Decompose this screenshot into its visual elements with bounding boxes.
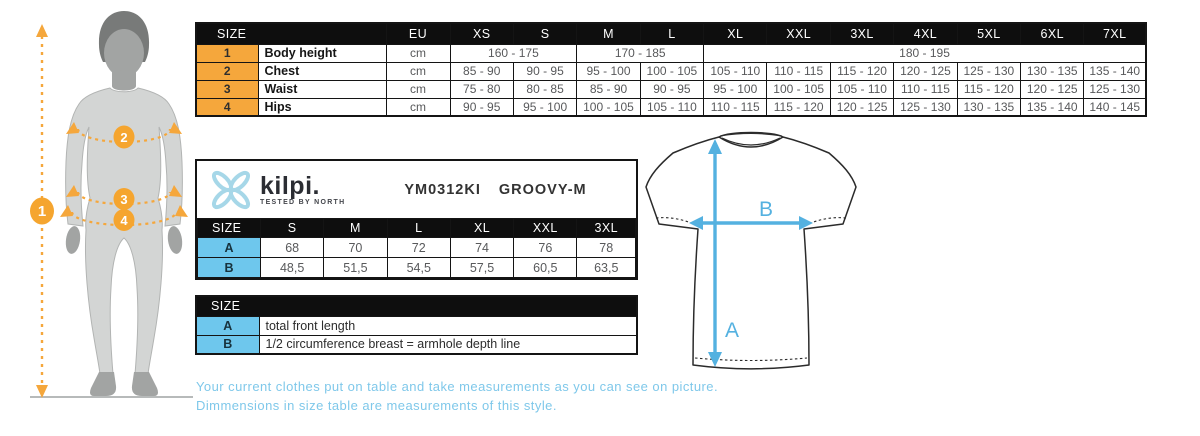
cell-value: 60,5	[514, 258, 577, 278]
cell-value: 72	[387, 238, 450, 258]
size-header: SIZE	[196, 23, 386, 44]
row-unit: cm	[386, 62, 450, 80]
row-unit: cm	[386, 80, 450, 98]
figure-right-hand	[166, 225, 184, 255]
brand-name: kilpi.	[260, 171, 320, 200]
style-name: GROOVY-M	[498, 181, 587, 198]
legend-row-b	[196, 335, 637, 354]
figure-left-foot	[90, 372, 116, 396]
col-xl: XL	[450, 219, 513, 238]
body-measurements-table	[195, 22, 1147, 117]
size-header: SIZE	[198, 219, 261, 238]
row-number: 4	[196, 98, 258, 116]
arrow-down-icon	[36, 385, 48, 398]
cell-value: 76	[514, 238, 577, 258]
cell-value: 115 - 120	[957, 80, 1020, 98]
row-label: Waist	[258, 80, 386, 98]
style-code: YM0312KI	[404, 181, 481, 198]
product-row-b	[198, 258, 636, 278]
col-m: M	[324, 219, 387, 238]
col-xxl: XXL	[767, 23, 830, 44]
cell-value: 115 - 120	[830, 62, 893, 80]
cell-value: 48,5	[261, 258, 324, 278]
note-line-2: Dimmensions in size table are measurements of this style.	[196, 398, 557, 413]
table-row-hips	[196, 98, 1146, 116]
cell-value: 125 - 130	[894, 98, 957, 116]
row-number: 2	[196, 62, 258, 80]
col-3xl: 3XL	[577, 219, 636, 238]
product-header-row	[198, 219, 636, 238]
row-key: A	[196, 316, 259, 335]
brand-tagline: TESTED BY NORTH	[260, 198, 346, 206]
cell-value: 85 - 90	[577, 80, 640, 98]
cell-value: 110 - 115	[704, 98, 767, 116]
cell-value: 54,5	[387, 258, 450, 278]
cell-value: 130 - 135	[1021, 62, 1084, 80]
tshirt-measurement-diagram	[643, 127, 873, 379]
row-number: 3	[196, 80, 258, 98]
row-label: Chest	[258, 62, 386, 80]
cell-value: 140 - 145	[1084, 98, 1146, 116]
body-figure-illustration	[0, 0, 195, 436]
col-xl: XL	[704, 23, 767, 44]
product-row-a	[198, 238, 636, 258]
cell-value: 95 - 100	[513, 98, 576, 116]
brand-block	[197, 168, 355, 212]
col-7xl: 7XL	[1084, 23, 1146, 44]
cell-value: 180 - 195	[704, 44, 1146, 62]
legend-row-a	[196, 316, 637, 335]
cell-value: 90 - 95	[513, 62, 576, 80]
cell-value: 80 - 85	[513, 80, 576, 98]
svg-text:2: 2	[120, 130, 128, 145]
col-6xl: 6XL	[1021, 23, 1084, 44]
marker-4	[114, 209, 135, 231]
cell-value: 63,5	[577, 258, 636, 278]
row-number: 1	[196, 44, 258, 62]
cell-value: 78	[577, 238, 636, 258]
cell-value: 75 - 80	[450, 80, 513, 98]
brand-text	[260, 171, 346, 206]
row-label: Body height	[258, 44, 386, 62]
col-l: L	[640, 23, 703, 44]
cell-value: 125 - 130	[1084, 80, 1146, 98]
cell-value: 51,5	[324, 258, 387, 278]
cell-value: 57,5	[450, 258, 513, 278]
cell-value: 95 - 100	[577, 62, 640, 80]
cell-value: 110 - 115	[767, 62, 830, 80]
cell-value: 68	[261, 238, 324, 258]
cell-value: 170 - 185	[577, 44, 704, 62]
cell-value: 120 - 125	[1021, 80, 1084, 98]
figure-right-foot	[132, 372, 158, 396]
table-header-row	[196, 23, 1146, 44]
label-b: B	[759, 198, 774, 221]
cell-value: 100 - 105	[767, 80, 830, 98]
cell-value: 135 - 140	[1084, 62, 1146, 80]
cell-value: 120 - 125	[830, 98, 893, 116]
cell-value: 125 - 130	[957, 62, 1020, 80]
cell-value: 105 - 110	[830, 80, 893, 98]
cell-value: 85 - 90	[450, 62, 513, 80]
col-5xl: 5XL	[957, 23, 1020, 44]
marker-2	[114, 126, 135, 149]
cell-value: 74	[450, 238, 513, 258]
svg-text:3: 3	[120, 192, 128, 207]
note-line-1: Your current clothes put on table and take measurements as you can see on picture.	[196, 379, 719, 394]
legend-description: 1/2 circumference breast = armhole depth line	[259, 335, 637, 354]
marker-3	[114, 188, 135, 210]
cell-value: 105 - 110	[704, 62, 767, 80]
label-a: A	[725, 319, 740, 342]
size-header: SIZE	[196, 296, 637, 316]
col-s: S	[261, 219, 324, 238]
svg-text:1: 1	[37, 203, 47, 220]
cell-value: 90 - 95	[640, 80, 703, 98]
cell-value: 120 - 125	[894, 62, 957, 80]
row-key: B	[198, 258, 261, 278]
cell-value: 130 - 135	[957, 98, 1020, 116]
cell-value: 70	[324, 238, 387, 258]
legend-header-row	[196, 296, 637, 316]
measurement-note	[196, 377, 718, 415]
cell-value: 100 - 105	[640, 62, 703, 80]
tshirt-outline	[646, 133, 856, 369]
cell-value: 135 - 140	[1021, 98, 1084, 116]
table-row-chest	[196, 62, 1146, 80]
col-3xl: 3XL	[830, 23, 893, 44]
cell-value: 160 - 175	[450, 44, 577, 62]
row-label: Hips	[258, 98, 386, 116]
figure-face	[104, 29, 144, 77]
arrow-up-icon	[36, 24, 48, 37]
marker-1	[30, 198, 54, 225]
measurement-legend-table	[195, 295, 638, 355]
row-unit: cm	[386, 44, 450, 62]
brand-row	[197, 161, 636, 218]
table-row-waist	[196, 80, 1146, 98]
svg-text:4: 4	[120, 213, 128, 228]
figure-left-hand	[64, 225, 82, 255]
col-4xl: 4XL	[894, 23, 957, 44]
cell-value: 105 - 110	[640, 98, 703, 116]
cell-value: 95 - 100	[704, 80, 767, 98]
col-s: S	[513, 23, 576, 44]
col-xs: XS	[450, 23, 513, 44]
product-size-table	[195, 159, 638, 280]
row-unit: cm	[386, 98, 450, 116]
cell-value: 90 - 95	[450, 98, 513, 116]
col-m: M	[577, 23, 640, 44]
table-row-body-height	[196, 44, 1146, 62]
legend-description: total front length	[259, 316, 637, 335]
col-l: L	[387, 219, 450, 238]
kilpi-knot-logo-icon	[209, 168, 253, 212]
product-code	[355, 182, 636, 198]
cell-value: 110 - 115	[894, 80, 957, 98]
row-key: A	[198, 238, 261, 258]
row-key: B	[196, 335, 259, 354]
eu-header: EU	[386, 23, 450, 44]
col-xxl: XXL	[514, 219, 577, 238]
cell-value: 115 - 120	[767, 98, 830, 116]
cell-value: 100 - 105	[577, 98, 640, 116]
